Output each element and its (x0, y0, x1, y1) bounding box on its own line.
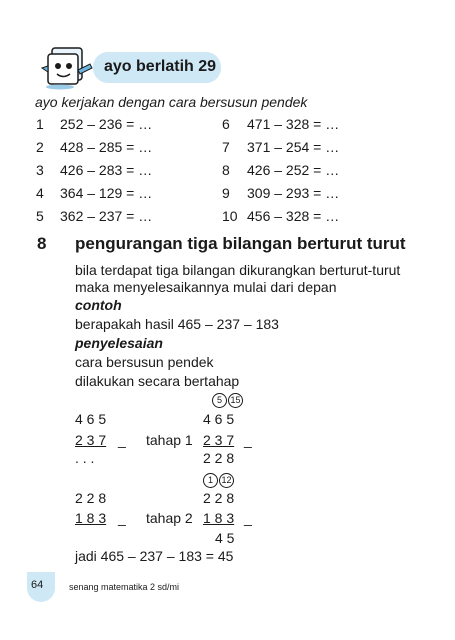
penyelesaian-label: penyelesaian (75, 335, 163, 351)
book-mascot-icon (38, 44, 98, 90)
exercise-expression: 364 – 129 = … (60, 185, 153, 201)
step1-right-result: 2 2 8 (203, 450, 235, 466)
exercise-expression: 471 – 328 = … (247, 116, 340, 132)
exercise-number: 10 (222, 208, 238, 224)
exercise-number: 8 (222, 162, 230, 178)
exercise-expression: 371 – 254 = … (247, 139, 340, 155)
step1-label: tahap 1 (146, 432, 193, 448)
page-number-tab (27, 572, 55, 602)
exercise-instruction: ayo kerjakan dengan cara bersusun pendek (35, 94, 308, 110)
contoh-label: contoh (75, 297, 122, 313)
exercise-expression: 426 – 283 = … (60, 162, 153, 178)
exercise-number: 1 (36, 116, 44, 132)
exercise-expression: 309 – 293 = … (247, 185, 340, 201)
step2-left-sub: 1 8 3 (75, 510, 107, 526)
section-title: pengurangan tiga bilangan berturut turut (75, 234, 406, 253)
minus-sign: _ (118, 432, 126, 448)
exercise-expression: 456 – 328 = … (247, 208, 340, 224)
example-question: berapakah hasil 465 – 237 – 183 (75, 316, 279, 332)
exercise-expression: 428 – 285 = … (60, 139, 153, 155)
exercise-title: ayo berlatih 29 (104, 58, 217, 75)
step1-left-sub: 2 3 7 (75, 432, 107, 448)
step1-left-result: . . . (75, 450, 95, 466)
exercise-number: 7 (222, 139, 230, 155)
step2-right-top: 2 2 8 (203, 490, 235, 506)
step2-label: tahap 2 (146, 510, 193, 526)
exercise-number: 9 (222, 185, 230, 201)
borrow-circle: 5 (212, 393, 227, 408)
exercise-number: 5 (36, 208, 44, 224)
step2-right-result: 4 5 (215, 530, 235, 546)
borrow-circle: 15 (228, 393, 243, 408)
exercise-expression: 426 – 252 = … (247, 162, 340, 178)
step1-left-top: 4 6 5 (75, 411, 107, 427)
minus-sign: _ (244, 432, 252, 448)
step2-right-sub: 1 8 3 (203, 510, 235, 526)
borrow-circle: 1 (203, 473, 218, 488)
step1-right-sub: 2 3 7 (203, 432, 235, 448)
minus-sign: _ (118, 510, 126, 526)
section-number: 8 (37, 234, 47, 253)
page-number: 64 (31, 579, 44, 591)
step1-right-top: 4 6 5 (203, 411, 235, 427)
exercise-expression: 252 – 236 = … (60, 116, 153, 132)
exercise-expression: 362 – 237 = … (60, 208, 153, 224)
method-line: cara bersusun pendek (75, 354, 214, 370)
minus-sign: _ (244, 510, 252, 526)
borrow-circle: 12 (219, 473, 234, 488)
book-title: senang matematika 2 sd/mi (69, 582, 180, 592)
intro-line: bila terdapat tiga bilangan dikurangkan berturut-turut (75, 262, 401, 278)
conclusion: jadi 465 – 237 – 183 = 45 (75, 548, 234, 564)
intro-line: maka menyelesaikannya mulai dari depan (75, 279, 337, 295)
step2-left-top: 2 2 8 (75, 490, 107, 506)
method-line: dilakukan secara bertahap (75, 373, 240, 389)
exercise-number: 4 (36, 185, 44, 201)
exercise-number: 3 (36, 162, 44, 178)
exercise-number: 2 (36, 139, 44, 155)
exercise-number: 6 (222, 116, 230, 132)
